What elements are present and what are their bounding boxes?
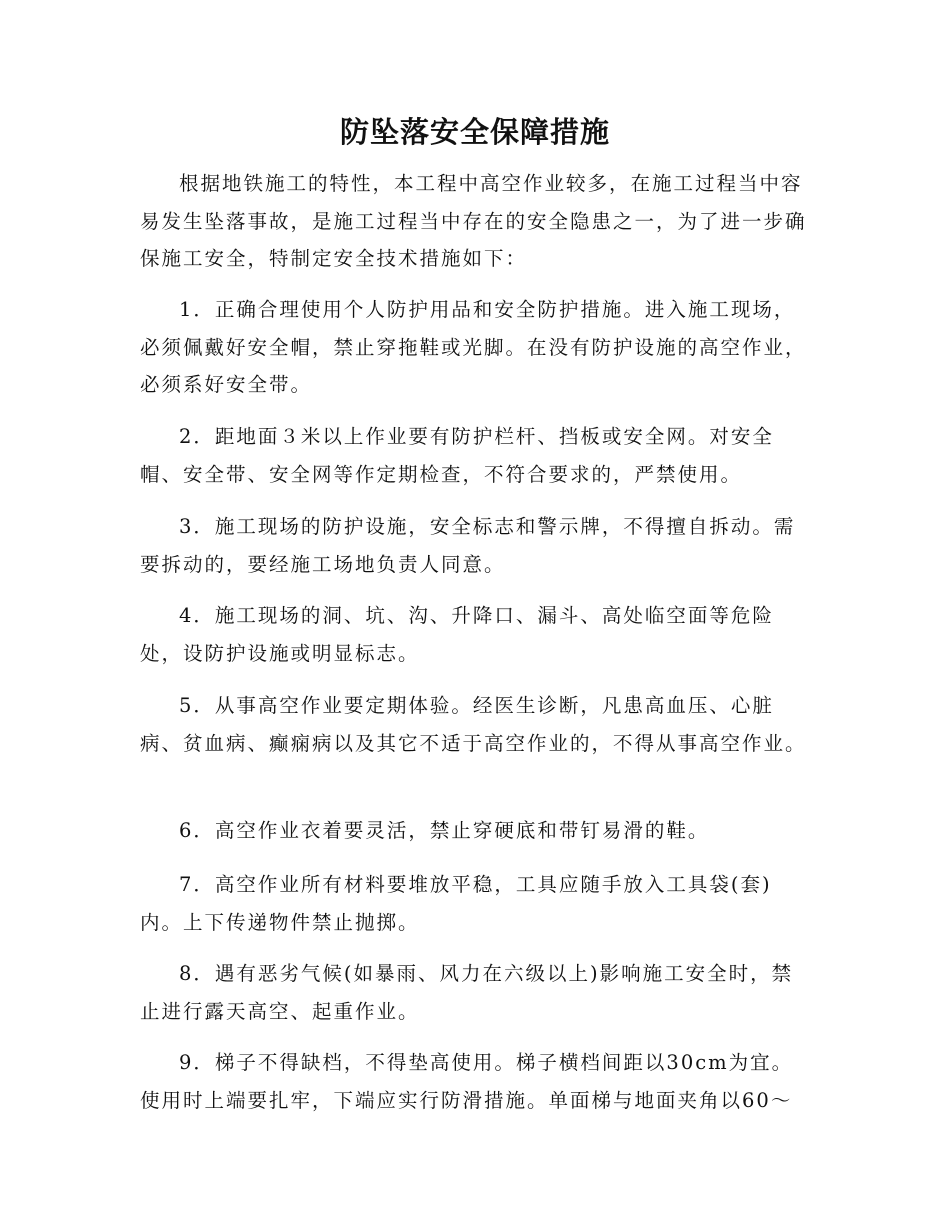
measure-item-7: 7．高空作业所有材料要堆放平稳，工具应随手放入工具袋(套)内。上下传递物件禁止抛掷。 [140,873,772,934]
measure-item-1: 1．正确合理使用个人防护用品和安全防护措施。进入施工现场，必须佩戴好安全帽，禁止穿拖鞋或光脚。在没有防护设施的高空作业，必须系好安全带。 [140,298,807,396]
measure-item-3: 3．施工现场的防护设施，安全标志和警示牌，不得擅自拆动。需要拆动的，要经施工场地负责人同意。 [140,515,796,576]
measure-item-5: 5．从事高空作业要定期体验。经医生诊断，凡患高血压、心脏病、贫血病、癫痫病以及其它不适于高空作业的，不得从事高空作业。 [140,694,807,755]
document-title: 防坠落安全保障措施 [339,115,610,149]
measure-item-9: 9．梯子不得缺档，不得垫高使用。梯子横档间距以30cm为宜。使用时上端要扎牢，下端应实行防滑措施。单面梯与地面夹角以60～ [140,1051,794,1112]
measure-item-8: 8．遇有恶劣气候(如暴雨、风力在六级以上)影响施工安全时，禁止进行露天高空、起重作业。 [140,962,794,1023]
intro-paragraph: 根据地铁施工的特性，本工程中高空作业较多，在施工过程当中容易发生坠落事故，是施工过程当中存在的安全隐患之一，为了进一步确保施工安全，特制定安全技术措施如下： [140,172,807,270]
measure-item-6: 6．高空作业衣着要灵活，禁止穿硬底和带钉易滑的鞋。 [179,819,710,842]
measure-item-2: 2．距地面３米以上作业要有防护栏杆、挡板或安全网。对安全帽、安全带、安全网等作定期检查，不符合要求的，严禁使用。 [140,425,774,486]
measure-item-4: 4．施工现场的洞、坑、沟、升降口、漏斗、高处临空面等危险处，设防护设施或明显标志。 [140,604,774,665]
